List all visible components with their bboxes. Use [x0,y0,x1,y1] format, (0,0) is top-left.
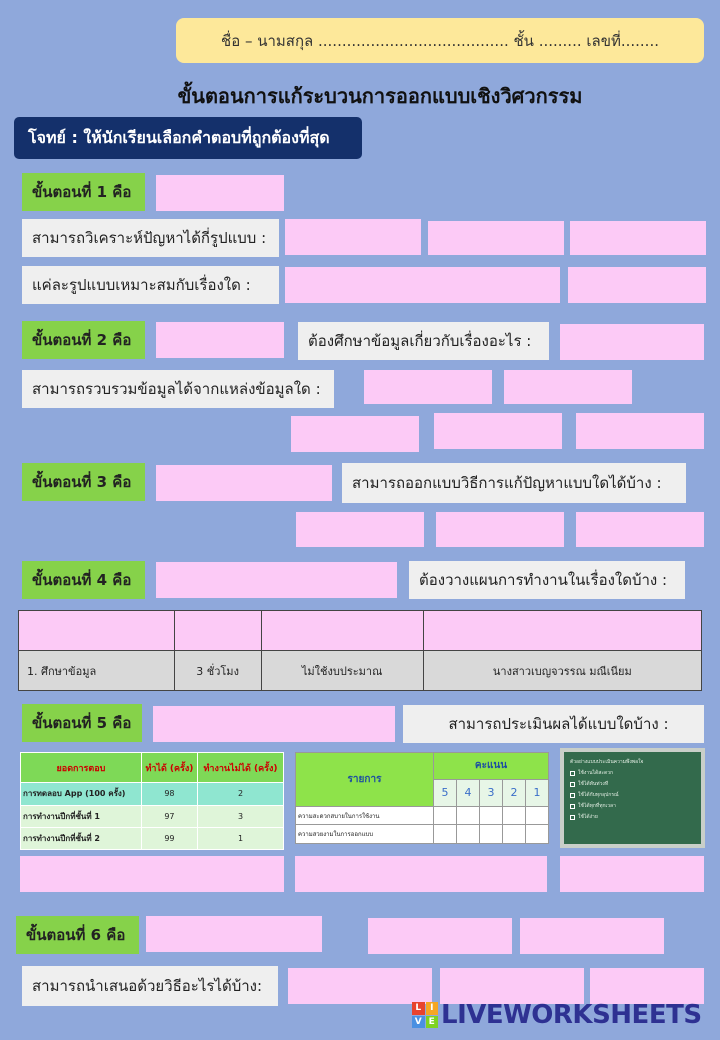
table-header: ทำได้ (ครั้ง) [141,753,197,783]
question-5a: สามารถประเมินผลได้แบบใดบ้าง : [403,705,704,743]
page-title: ขั้นตอนการแก้ระบวนการออกแบบเชิงวิศวกรรม [177,84,583,108]
step-6-answer[interactable] [146,916,322,952]
answer-1a-1[interactable] [285,219,421,255]
answer-5a-1[interactable] [20,856,284,892]
step-3-label: ขั้นตอนที่ 3 คือ [22,463,145,501]
checklist-item: ใช้งานได้สะดวก [570,769,695,777]
answer-3a-3[interactable] [576,512,704,547]
score-4: 4 [457,779,480,806]
answer-2b-2[interactable] [504,370,632,404]
step-4-answer[interactable] [156,562,397,598]
table-row [21,827,284,849]
plan-answer-row [19,611,702,651]
plan-example-row [19,651,702,691]
answer-1b-2[interactable] [568,267,706,303]
table-cell: 3 [197,805,283,827]
rating-item-header: รายการ [296,753,434,807]
name-line: ชื่อ – นามสกุล ........................................ ชั้น ......... เลขที่........ [176,18,704,63]
question-6a: สามารถนำเสนอด้วยวิธีอะไรได้บ้าง: [22,966,278,1006]
answer-3a-1[interactable] [296,512,424,547]
rating-score-header: คะแนน [434,753,549,780]
rating-item: ความสะดวกสบายในการใช้งาน [296,806,434,825]
checkbox-icon [570,771,575,776]
checklist-item: ใช้ได้ทันท่วงที [570,780,695,788]
answer-2b-4[interactable] [434,413,562,449]
checkbox-icon [570,793,575,798]
table-cell: การทำงานปีกที่ชั้นที่ 2 [21,827,142,849]
score-1: 1 [526,779,549,806]
answer-6-extra-2[interactable] [520,918,664,954]
table-cell: 1 [197,827,283,849]
answer-2b-1[interactable] [364,370,492,404]
rating-scale-table [295,752,549,844]
question-1b: แค่ละรูปแบบเหมาะสมกับเรื่องใด : [22,266,279,304]
answer-6a-1[interactable] [288,968,432,1004]
question-2b: สามารถรวบรวมข้อมูลได้จากแหล่งข้อมูลใด : [22,370,334,408]
answer-1b-1[interactable] [285,267,560,303]
plan-cell-budget: ไม่ใช้งบประมาณ [261,651,423,691]
answer-2b-5[interactable] [576,413,704,449]
checklist-item: ใช้ได้ง่าย [570,813,695,821]
checklist-item: ใช้ได้ทุกที่ทุกเวลา [570,802,695,810]
question-2a: ต้องศึกษาข้อมูลเกี่ยวกับเรื่องอะไร : [298,322,549,360]
table-header: ยอดการตอบ [21,753,142,783]
step-2-answer[interactable] [156,322,284,358]
step-2-label: ขั้นตอนที่ 2 คือ [22,321,145,359]
answer-1a-2[interactable] [428,221,564,255]
plan-answer-cell[interactable] [423,611,701,651]
checklist-item: ใช้ได้กับทุกอุปกรณ์ [570,791,695,799]
plan-table [18,610,702,691]
score-3: 3 [480,779,503,806]
table-cell: การทดลอบ App (100 ครั้ง) [21,783,142,805]
checkbox-icon [570,804,575,809]
step-5-label: ขั้นตอนที่ 5 คือ [22,704,142,742]
question-4a: ต้องวางแผนการทำงานในเรื่องใดบ้าง : [409,561,685,599]
rating-item: ความสวยงามในการออกแบบ [296,825,434,844]
step-4-label: ขั้นตอนที่ 4 คือ [22,561,145,599]
table-cell: 2 [197,783,283,805]
plan-answer-cell[interactable] [19,611,175,651]
checkbox-icon [570,815,575,820]
answer-3a-2[interactable] [436,512,564,547]
table-cell: 97 [141,805,197,827]
table-row [21,805,284,827]
step-3-answer[interactable] [156,465,332,501]
plan-cell-person: นางสาวเบญจวรรณ มณีเนียม [423,651,701,691]
table-header: ทำงานไม่ได้ (ครั้ง) [197,753,283,783]
logo-mark-icon: L I V E [412,1002,438,1028]
checkbox-icon [570,782,575,787]
plan-answer-cell[interactable] [261,611,423,651]
answer-2a[interactable] [560,324,704,360]
table-cell: การทำงานปีกที่ชั้นที่ 1 [21,805,142,827]
step-1-label: ขั้นตอนที่ 1 คือ [22,173,145,211]
step-6-label: ขั้นตอนที่ 6 คือ [16,916,139,954]
checklist-board-image [560,748,705,848]
logo-text: LIVEWORKSHEETS [441,1000,702,1030]
liveworksheets-logo [412,1000,702,1030]
table-cell: 99 [141,827,197,849]
question-3a: สามารถออกแบบวิธีการแก้ปัญหาแบบใดได้บ้าง : [342,463,686,503]
plan-cell-task: 1. ศึกษาข้อมูล [19,651,175,691]
instruction-banner: โจทย์ : ให้นักเรียนเลือกคำตอบที่ถูกต้องที่สุด [14,117,362,159]
question-1a: สามารถวิเคราะห์ปัญหาได้กี่รูปแบบ : [22,219,279,257]
table-row [21,783,284,805]
test-results-table [20,752,284,850]
score-2: 2 [503,779,526,806]
score-5: 5 [434,779,457,806]
answer-6a-2[interactable] [440,968,584,1004]
answer-5a-2[interactable] [295,856,547,892]
answer-6a-3[interactable] [590,968,704,1004]
table-cell: 98 [141,783,197,805]
plan-cell-time: 3 ชั่วโมง [174,651,261,691]
answer-6-extra-1[interactable] [368,918,512,954]
checklist-heading: ตัวอย่างแบบประเมินความพึงพอใจ [570,759,644,765]
answer-1a-3[interactable] [570,221,706,255]
step-5-answer[interactable] [153,706,395,742]
plan-answer-cell[interactable] [174,611,261,651]
answer-2b-3[interactable] [291,416,419,452]
answer-5a-3[interactable] [560,856,704,892]
step-1-answer[interactable] [156,175,284,211]
